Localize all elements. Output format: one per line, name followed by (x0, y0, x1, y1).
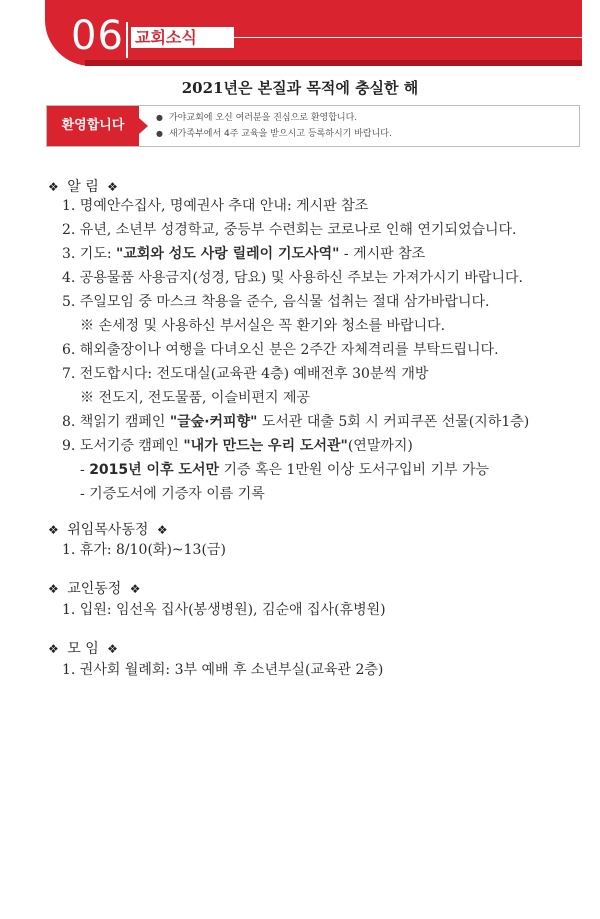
notice-note: ※ 손세정 및 사용하신 부서실은 꼭 환기와 청소를 바랍니다. (80, 318, 446, 334)
diamond-icon: ❖ (48, 180, 59, 194)
notice-item: 4. 공용물품 사용금지(성경, 담요) 및 사용하신 주보는 가져가시기 바랍니다. (62, 270, 523, 286)
notices-heading: ❖ 알 림 ❖ (48, 179, 118, 195)
welcome-list (156, 110, 392, 142)
welcome-line: ● 새가족부에서 4주 교육을 받으시고 등록하시기 바랍니다. (156, 129, 392, 139)
welcome-box (46, 105, 580, 147)
yearly-theme: 2021년은 본질과 목적에 충실한 해 (181, 79, 419, 97)
notice-item: 7. 전도합시다: 전도대실(교육관 4층) 예배전후 30분씩 개방 (62, 366, 429, 382)
notice-item: 1. 명예안수집사, 명예권사 추대 안내: 게시판 참조 (62, 198, 369, 214)
notice-subitem: - 기증도서에 기증자 이름 기록 (80, 486, 265, 502)
diamond-icon: ❖ (48, 642, 59, 656)
bullet-icon: ● (156, 113, 163, 122)
number-divider (126, 22, 128, 58)
notice-subitem: - 2015년 이후 도서만 기증 혹은 1만원 이상 도서구입비 기부 가능 (80, 462, 490, 478)
notice-item: 3. 기도: "교회와 성도 사랑 릴레이 기도사역" - 게시판 참조 (62, 246, 426, 262)
members-item: 1. 입원: 임선옥 집사(봉생병원), 김순애 집사(휴병원) (62, 602, 386, 618)
notice-item: 6. 해외출장이나 여행을 다녀오신 분은 2주간 자체격리를 부탁드립니다. (62, 342, 499, 358)
notice-item: 5. 주일모임 중 마스크 착용을 준수, 음식물 섭취는 절대 삼가바랍니다. (62, 294, 490, 310)
notice-item: 9. 도서기증 캠페인 "내가 만드는 우리 도서관"(연말까지) (62, 438, 413, 454)
diamond-icon: ❖ (107, 180, 118, 194)
welcome-label: 환영합니다 (47, 106, 139, 146)
section-number: 06 (71, 13, 124, 59)
diamond-icon: ❖ (156, 523, 168, 537)
members-heading: ❖ 교인동정 ❖ (48, 581, 141, 597)
meetings-heading: ❖ 모 임 ❖ (48, 641, 118, 657)
diamond-icon: ❖ (48, 582, 59, 596)
diamond-icon: ❖ (107, 642, 118, 656)
meetings-item: 1. 권사회 월례회: 3부 예배 후 소년부실(교육관 2층) (62, 662, 384, 678)
diamond-icon: ❖ (48, 523, 59, 537)
header-rule (234, 37, 582, 38)
pastor-item: 1. 휴가: 8/10(화)~13(금) (62, 542, 226, 558)
diamond-icon: ❖ (129, 582, 141, 596)
welcome-line: ● 가야교회에 오신 여러분을 진심으로 환영합니다. (156, 113, 358, 123)
pastor-heading: ❖ 위임목사동정 ❖ (48, 522, 168, 538)
notice-item: 8. 책읽기 캠페인 "글숲·커피향" 도서관 대출 5회 시 커피쿠폰 선물(지하1층) (62, 414, 530, 430)
notice-item: 2. 유년, 소년부 성경학교, 중등부 수련회는 코로나로 인해 연기되었습니다. (62, 222, 517, 238)
section-title: 교회소식 (131, 27, 234, 48)
notice-note: ※ 전도지, 전도물품, 이슬비편지 제공 (80, 390, 311, 406)
bullet-icon: ● (156, 129, 163, 138)
